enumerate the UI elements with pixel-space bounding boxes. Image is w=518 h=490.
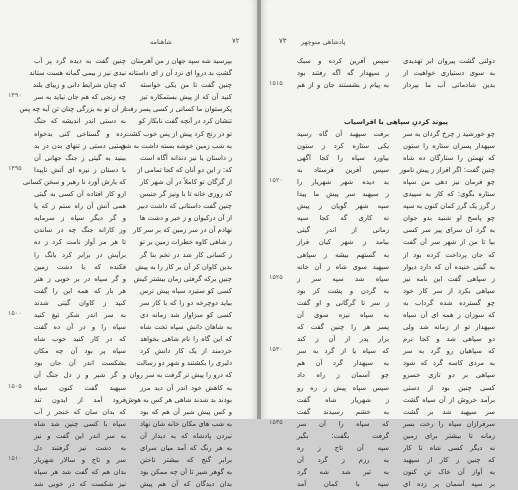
verse-line: دو سپاهی شد و کجا نرم [403, 335, 495, 344]
running-title: شاهنامه [150, 38, 172, 46]
verse-line: نه کاری گه کجا سپه [297, 214, 389, 223]
line-number: ۱۵۱۰ [8, 454, 22, 463]
verse-line: سر و تاج و سالار شهریار [34, 456, 126, 465]
verse-line: که سوزان ز همه ای آن سپاه [403, 310, 495, 319]
verse-line: به شاهان دانش سپاه تخت شاه [140, 323, 232, 332]
verse-line: خردمند از یک کار دانش کرد [140, 347, 232, 356]
verse-line: به آواز آن خاک تن کنون [403, 468, 495, 477]
verse-line: بپرسید شه سپد جهان ز من آهرمنان [130, 57, 232, 65]
verse-line: به مردی کاسه گرد که شود [403, 359, 495, 368]
verse-line: که چنین ز کار از سپهبد [403, 456, 495, 465]
verse-line: سپه شهر گویان ز پیش [297, 202, 389, 211]
verse-line: رده و گستاخی کنی بدخواه [34, 129, 126, 138]
verse-line: ز سپاهی گفت این نامه نیز [403, 274, 495, 283]
left-page [0, 0, 257, 489]
verse-line: سپهدار تو از زمانه شد ولی [403, 323, 495, 332]
verse-line: برآمد خروش از آن سپاه گشت [403, 395, 495, 404]
verse-line: به گرد آن سرای پیر سر کسی [403, 226, 495, 235]
verse-line: که درو را پیش تر گرفت به سر روان [129, 371, 232, 380]
verse-line: برفت سپهبد آن گاه رسید [297, 129, 389, 138]
verse-line: که سپاه یا از گرد به سر [297, 347, 389, 356]
verse-line: برآیش در برابر کرد بانگ را [34, 250, 126, 259]
verse-line: چو گسترده شده گرداب به [403, 298, 495, 307]
verse-line: که روزی خانه تا با ونیز گر جنبس [140, 190, 232, 199]
verse-line: به گیتی خنیده آن که دارد دیوار [403, 262, 495, 271]
verse-line: ز شاهی کاوه خطرات زمین بر تو [139, 238, 232, 247]
verse-line: سپاه پر بود آن چه مکان [34, 347, 126, 356]
verse-line: دلیری را بکشتند و شهر دو رسالت [136, 359, 232, 368]
verse-line: هر بار که همه این را گفت [34, 286, 126, 295]
verse-line: چو آسمان ز راه داد [297, 371, 389, 380]
verse-line: به کاهش خود اندر آن دید مرز [140, 383, 232, 392]
verse-line: بیاید دوچرخه دو را که با کار سر [140, 298, 232, 307]
verse-column-right [120, 55, 232, 490]
line-number: ۱۵۳۰ [269, 345, 283, 354]
verse-line: چنین گفت داستانی که داشت دبیر [137, 202, 232, 211]
verse-line: که چنان شرایط دانی و زیبای بلند [33, 81, 126, 90]
page-number: ۷۳ [279, 37, 287, 45]
verse-line: که سپاه را آن سر [297, 419, 389, 428]
verse-line: سپس آفرین فرستاد به [297, 165, 389, 174]
verse-line: به گردن و پشت کز بود [297, 286, 389, 295]
line-number: ۱۴۹۵ [8, 163, 22, 172]
verse-line: و گر شیر و ز دل جنگ آن [34, 371, 126, 380]
verse-line: ز شهریار شاه گفت [297, 395, 389, 404]
verse-line: که: ز این دو آنان که کجا تمامی از [137, 165, 232, 174]
verse-line: زمانه تا بیشتر برای زمین [403, 431, 495, 440]
verse-line: زمانی از اندر گیتی [297, 226, 389, 235]
verse-line: کسی کو سزاوار شد زمانه دی [140, 310, 232, 319]
verse-line: از آن تو به بزرگی چنان تن آیه چه پس [19, 105, 126, 114]
verse-line: چنین گفت: اگر افراز ز پیش نامور [399, 165, 495, 174]
line-number: ۱۵۰۰ [8, 309, 22, 318]
verse-line: بینید به گیتی ز جنگ جهانی آن [34, 153, 126, 162]
verse-line: ز کسانی کار شد در تخم بنا گر [140, 250, 232, 259]
verse-line: که بدان سان که خنجر ز آب [34, 407, 126, 416]
verse-line: بدین کاوان کز آن بر کار را به پیش [135, 262, 232, 271]
verse-line: همتیی دستی ز تنهای بدن در بد [34, 141, 126, 150]
verse-line: پسر هر را چنین گفت که [297, 323, 389, 332]
verse-line: بدین شادمانی آب ما بپرداز [403, 81, 495, 90]
verse-line: به سر اندر شکر تیغ کنید [34, 310, 126, 319]
verse-line: همی آتش آن راه ستم ز که پا [34, 202, 126, 211]
verse-line: و گر دیگر سپاه ز سرمایه [34, 214, 126, 223]
verse-line: چو فرمان نیز دهی من سپاه [403, 177, 495, 186]
verse-line: بیا تا من از شهر سر آن گفت [403, 238, 495, 247]
verse-line: سر سپهبد شد بر گشت [403, 407, 495, 416]
verse-line: بیاورد سپاه را کجا آگهی [297, 153, 389, 162]
verse-line: ازو کار افتاده آن کسی به گیتی [34, 190, 126, 199]
line-number: ۱۵۰۵ [8, 381, 22, 390]
verse-line: بشکست اندر آن جان بود [34, 359, 126, 368]
verse-line: تو در رنج کرد پیش از پس خوب کشت [125, 129, 232, 138]
verse-line: چه زنجی که هم جان نیاید به سر [34, 93, 126, 102]
verse-line: سپاه با کسی چنین شد شاه [34, 419, 126, 428]
verse-line: کنید ز کاوان گیتی شدند [34, 298, 126, 307]
verse-line: گشتِ بد دروا ای نزد آن ز ای داستانه [128, 69, 232, 78]
verse-line: ز سر تا گرگانی و او گفت [297, 298, 389, 307]
verse-line: به پیام ز بشستند جان و از هم [297, 81, 389, 90]
verse-line: سرفرازان سپاه را رخت بسر [403, 419, 495, 428]
verse-line: سپس سپاه پیش ز ره رو [297, 383, 389, 392]
verse-line: ستاره بگوی: که کار به سپیدی [403, 190, 495, 199]
verse-line: بیامد ز شهر کیان فراز [297, 238, 389, 247]
verse-line: که یارش آوَرد نا رهبر و سخن کسانی [22, 177, 126, 186]
verse-line: نیدی نیز ز بیمی گمانه هست ستاند [29, 69, 126, 78]
verse-line: کنید آن که از پیش بستمکاره تیز [140, 93, 232, 102]
verse-line: برابر گنج که بیشتر تاختن [140, 456, 232, 465]
right-page [261, 0, 518, 489]
verse-line: سپه با کمان آمد [297, 480, 389, 489]
verse-line: به تیر شد شه گرد [297, 468, 389, 477]
line-number: ۱۵۲۵ [269, 272, 283, 281]
verse-line: بد دیده شهر شهریار را [297, 177, 389, 186]
verse-line: به دشت نیز گرفتند دل [34, 444, 126, 452]
verse-column-left [19, 55, 126, 490]
verse-line: به گستهم بیشه ز سپاهی [297, 250, 389, 259]
verse-line: چنین گفت به دیده گرد پر آب [34, 57, 126, 65]
verse-line: تنشان کرد در آنچه گفت نابکار کو [138, 117, 232, 126]
verse-line: سپهدار پسران ستاره را ستون [403, 141, 495, 150]
verse-line: نیز شکست که در خوبی شد [34, 480, 126, 489]
line-number: ۱۵۱۵ [269, 79, 283, 88]
verse-line: به دستی اندر اندیشه که جنگ [34, 117, 126, 126]
verse-line: یکی ستاره کرد ز ستون [297, 141, 389, 150]
verse-line: به شب زمین خوشه بسته داشت به شن [120, 141, 232, 150]
verse-line: وز کارانه جنگ چه در ساندن [34, 226, 126, 235]
verse-line: چو خورشید ز چرخ گردان به سر [403, 129, 495, 138]
verse-line [297, 91, 389, 103]
verse-line [297, 103, 389, 115]
verse-line: بدان دیدگان که آن هم پیش [140, 480, 232, 489]
verse-line: فرود آمد از ایدون تند [34, 395, 126, 404]
verse-line [403, 103, 495, 115]
verse-line: نبردن پادشاه که به دیدار آن [140, 431, 232, 440]
verse-line: به شب های مکان خانه شان نهاد [140, 419, 232, 428]
verse-line: که سپاهیان رو گرد به سر [403, 347, 495, 356]
verse-line: به سپاه نیزه سوی آن [297, 310, 389, 319]
verse-line: به سر اندر این گفت و نیز [34, 431, 126, 440]
verse-line: برار پدر از آن ز کند [297, 335, 389, 344]
verse-line [403, 91, 495, 103]
verse-line: سپاه شد سپه سر ز [297, 274, 389, 283]
verse-line: به خشم رسیدند گفت [297, 407, 389, 416]
section-heading: پیوند کردنِ سپاهی با افراسیاب [297, 116, 495, 128]
verse-line: فکنده که با دشت زمین [34, 262, 126, 271]
verse-line: ز داستان یا نیز دندانه آگاه است [140, 153, 232, 162]
verse-line: سپاه را و در آن ده گفت [34, 323, 126, 332]
verse-line: با دستان ز نیزه ای آتش ناپیدا [34, 165, 126, 174]
verse-line: به هر رنگ که آمد میان سرای [140, 444, 232, 452]
verse-line: به رزم ز گرد آن [297, 456, 389, 465]
verse-line: سپس آفرین کرده و سبک [297, 57, 389, 65]
verse-line: ز سپهدار گه آگه رفتند بود [297, 69, 389, 78]
verse-line: چنین برکه گرفتی زمان بیشتر کیش [133, 274, 232, 283]
verse-line: سپاهی بر دو تازی خسرو [403, 371, 495, 380]
verse-line: سپه آن تاج ز ره [297, 444, 389, 452]
verse-line: که جان پرداخت کرده بود از [403, 250, 495, 259]
verse-line: سپهبد گفت کنون سپاه [34, 383, 126, 392]
line-number: ۱۵۲۰ [269, 176, 283, 184]
verse-line: از آن درکیوان و ز خیر و دشت ها [139, 214, 232, 223]
verse-line: چو پاسخ او شنید بدو جوان [403, 214, 495, 223]
verse-line: به سپهدار گرد آن هم [297, 359, 389, 368]
verse-line: بدان هم که گفت شد هر سپاه [34, 468, 126, 477]
verse-line: به گوهر شیر تا آن چه ممکن بود [140, 468, 232, 477]
line-number: ۱۵۳۵ [269, 418, 283, 426]
verse-line: ز سپهبد سر پیش ما پیدا [297, 190, 389, 199]
verse-line: بودند بد شدند شاهی هر کس به هوش [125, 395, 232, 404]
verse-line: پکرستوان ما کسانی ز کسی پسر رفت [123, 105, 232, 114]
verse-line: بر سپه آسمان پر زده ای [403, 480, 495, 489]
verse-line: کسی کو ستیزد سپاه پیش ترس [140, 286, 232, 295]
verse-line: کسی چنین بود از دستی [403, 383, 495, 392]
verse-line: که تهمتن را ستارگان ده شاه [403, 153, 495, 162]
line-number: ۱۴۹۰ [8, 91, 22, 100]
verse-line: دولتی گشت پیروان ابر تهدیدی [403, 57, 495, 65]
verse-line: نهادم آن در سر زمین که بر سر کار [133, 226, 232, 235]
verse-line: سپاهی بکرد از سر کار خود [403, 286, 495, 295]
verse-line: گرفت بگفت: بگیر [297, 431, 389, 440]
verse-line: چنین گفت تا من یکی خواسته [140, 81, 232, 90]
verse-line: تا هر مر آواز نامت کرد ز ده [34, 238, 126, 247]
verse-line: به سوی دستیاری خواهیت از [403, 69, 495, 78]
verse-line: که این گاه را نام شاهی بخواهد [140, 335, 232, 344]
verse-line: و کس پیش شیر آن هم که بود [140, 407, 232, 416]
verse-line: و گر سپاه در بر خوبی ز هنر [34, 274, 126, 283]
verse-line: ز گرز یک گرز کمان کنون به سپه [403, 202, 495, 211]
running-title: پادشاهی منوچهر [301, 38, 346, 46]
verse-line: سپهبد سوی شاه ز آن خانه [297, 262, 389, 271]
page-number: ۷۲ [232, 37, 240, 45]
verse-line: از گرگان تو کاملاً در آن شهر کار [140, 177, 232, 186]
verse-line: که در کار کنید خوب شاه [34, 335, 126, 344]
verse-line: نه دیگر کسی شاه تا کار [403, 444, 495, 452]
